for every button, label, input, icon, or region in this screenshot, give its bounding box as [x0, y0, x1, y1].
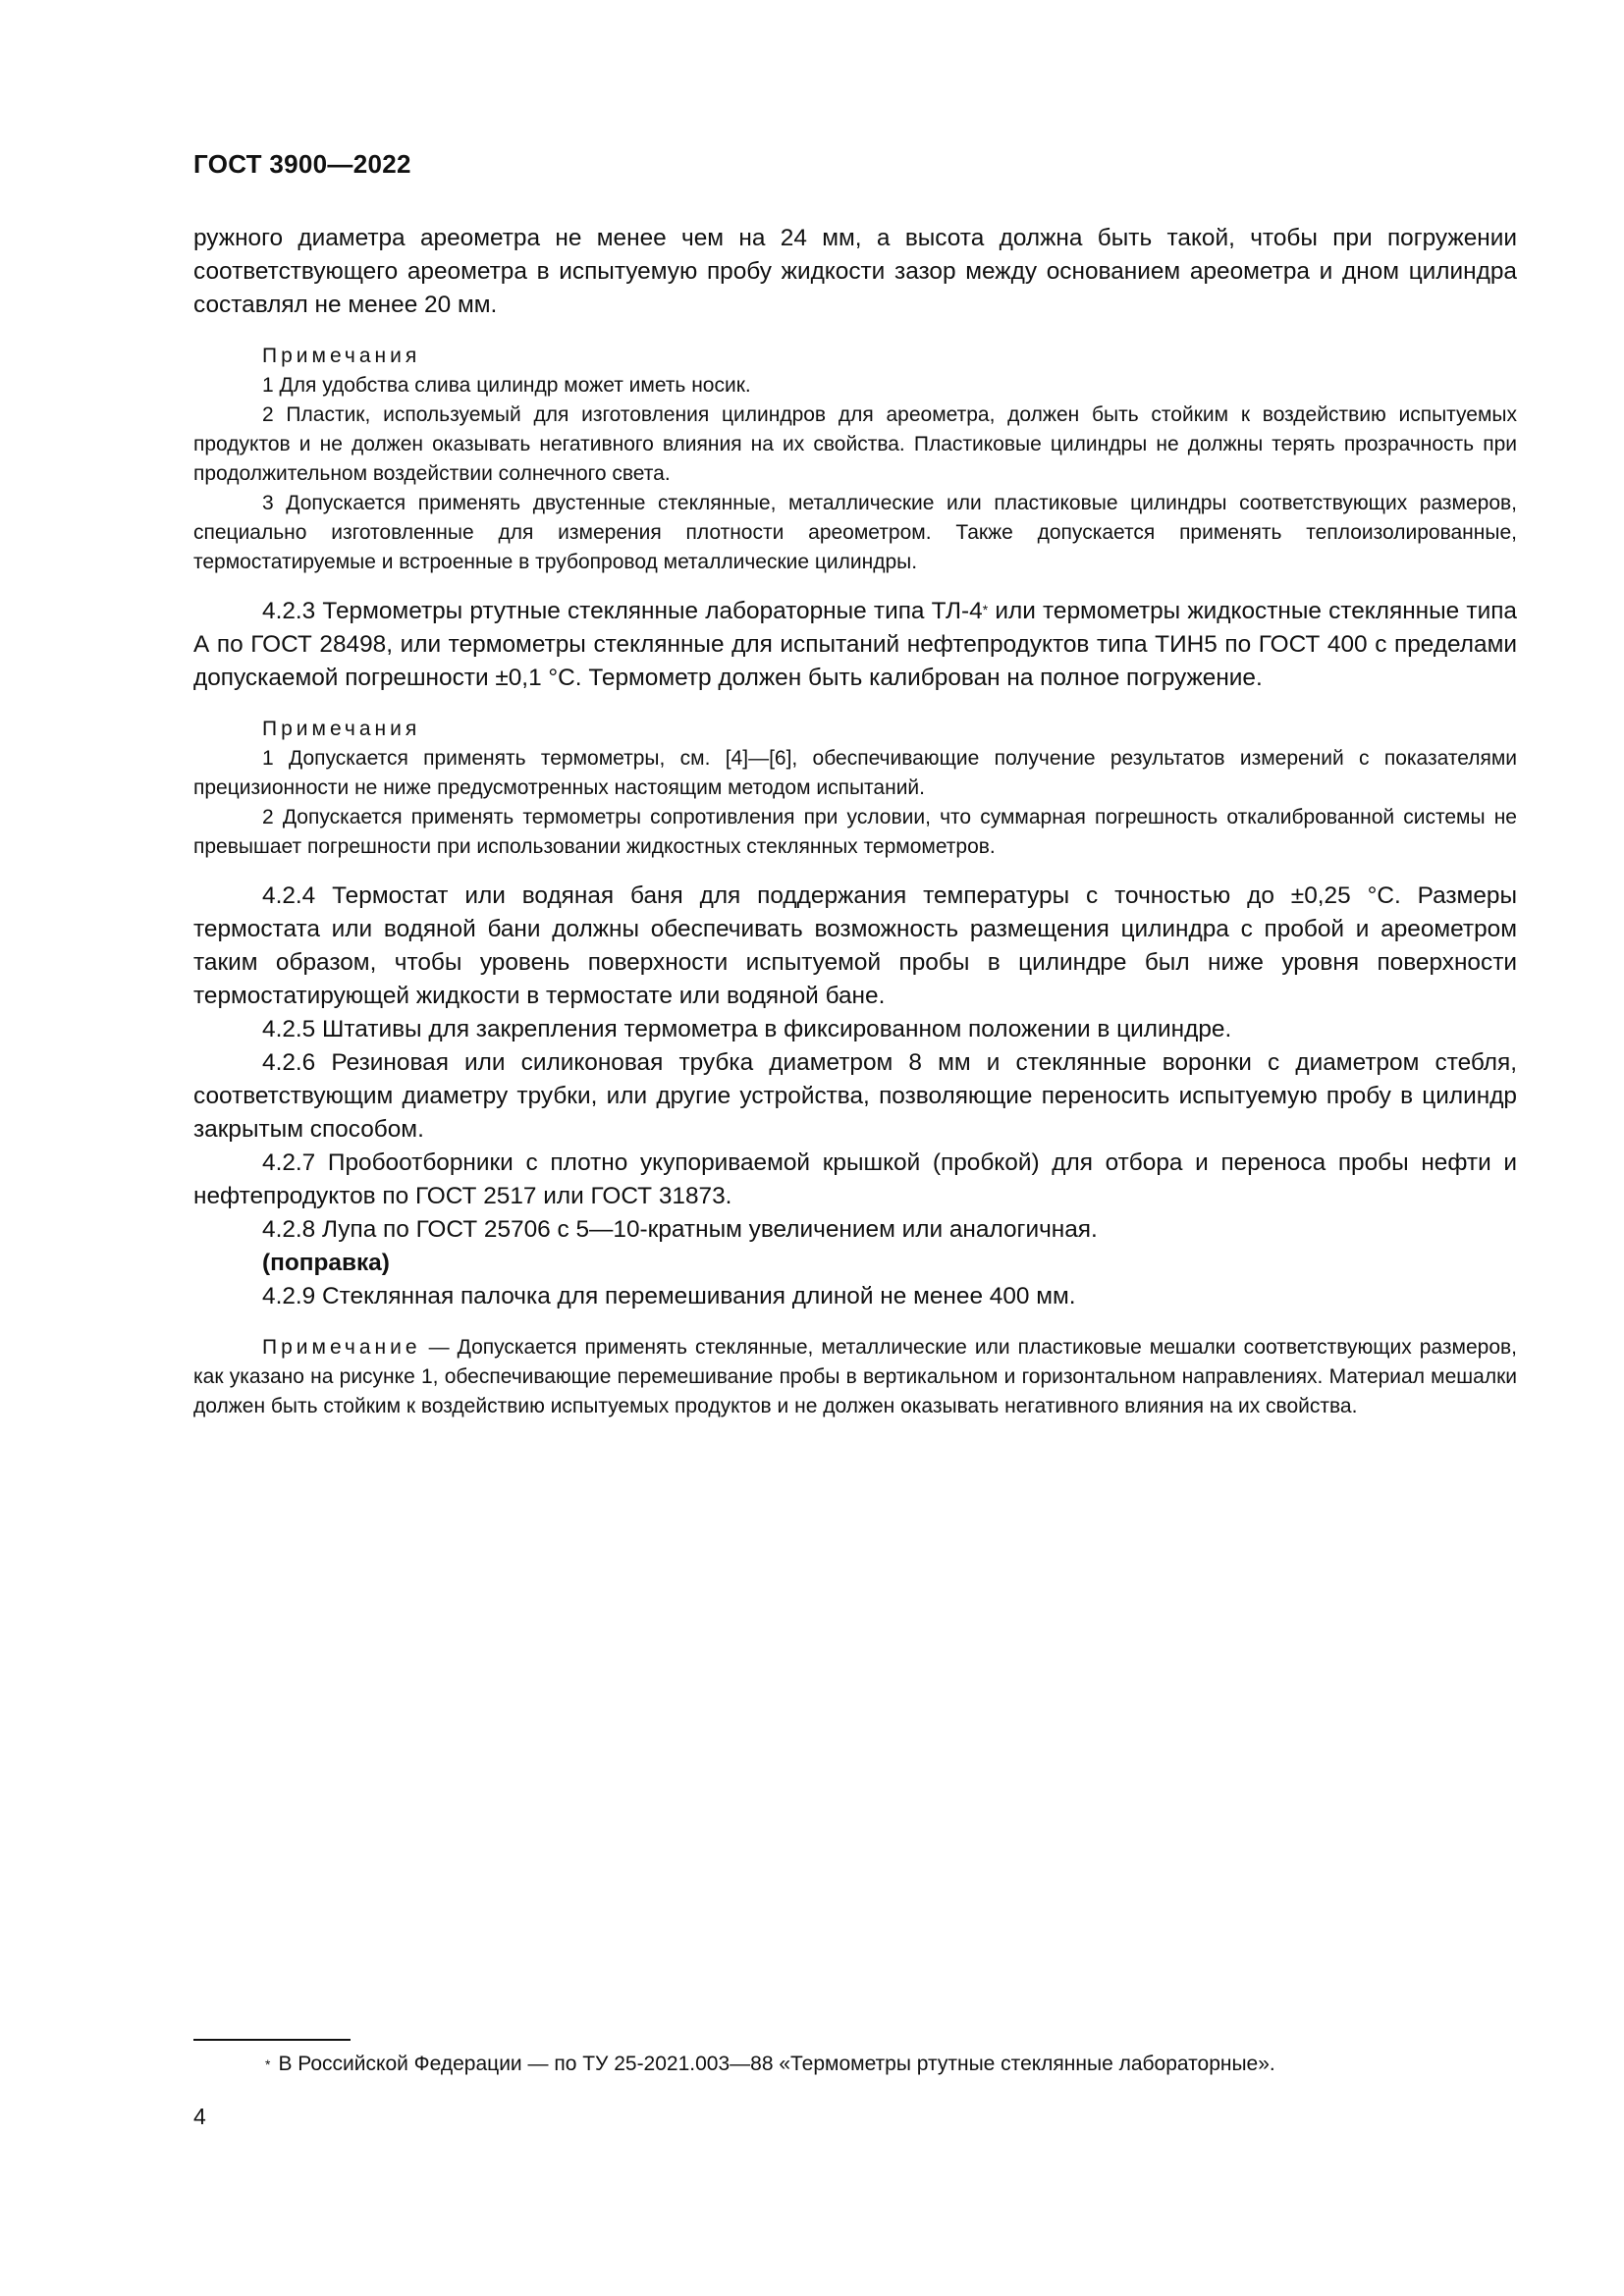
notes-label: Примечания — [262, 718, 421, 740]
note-item: 1 Допускается применять термометры, см. [4]—[6], обеспечивающие получение результатов измерений с показателями прецизионности не ниже предусмотренных настоящим методом испытаний. — [193, 747, 1517, 799]
item-4-2-3-text-start: 4.2.3 Термометры ртутные стеклянные лабораторные типа ТЛ-4 — [262, 598, 983, 624]
footnote-reference[interactable]: * — [982, 602, 989, 617]
correction-label: (поправка) — [262, 1250, 390, 1276]
note-stirrer — [193, 1333, 1517, 1421]
item-4-2-8: 4.2.8 Лупа по ГОСТ 25706 с 5—10-кратным увеличением или аналогичная. — [262, 1216, 1098, 1243]
notes-block-2 — [193, 715, 1517, 862]
item-4-2-9: 4.2.9 Стеклянная палочка для перемешивания длиной не менее 400 мм. — [262, 1283, 1076, 1309]
page-number: 4 — [193, 2104, 206, 2129]
item-4-2-4: 4.2.4 Термостат или водяная баня для поддержания температуры с точностью до ±0,25 °С. Размеры термостата или водяной бани должны обеспечивать возможность размещения цилиндра с пробой и ареометром таким образом, чтобы уровень поверхности испытуемой пробы в цилиндре был ниже уровня поверхности термостатирующей жидкости в термостате или водяной бане. — [193, 882, 1517, 1009]
note-item: 2 Допускается применять термометры сопротивления при условии, что суммарная погрешность откалиброванной системы не превышает погрешности при использовании жидкостных стеклянных термометров. — [193, 806, 1517, 858]
notes-label: Примечания — [262, 345, 421, 367]
footnote — [265, 2050, 1275, 2079]
footnote-divider — [193, 2039, 351, 2041]
item-4-2-5: 4.2.5 Штативы для закрепления термометра в фиксированном положении в цилиндре. — [262, 1016, 1232, 1042]
notes-block-1 — [193, 342, 1517, 577]
page-header: ГОСТ 3900—2022 — [193, 149, 411, 179]
note-item: 1 Для удобства слива цилиндр может иметь носик. — [262, 374, 751, 397]
footnote-text: В Российской Федерации — по ТУ 25-2021.003—88 «Термометры ртутные стеклянные лабораторные». — [278, 2053, 1275, 2075]
note-text: — Допускается применять стеклянные, металлические или пластиковые мешалки соответствующих размеров, как указано на рисунке 1, обеспечивающие перемешивание пробы в вертикальном и горизонтальном направлениях. Материал мешалки должен быть стойким к воздействию испытуемых продуктов и не должен оказывать негативного влияния на их свойства. — [193, 1336, 1517, 1417]
note-item: 3 Допускается применять двустенные стеклянные, металлические или пластиковые цилиндры соответствующих размеров, специально изготовленные для измерения плотности ареометром. Также допускается применять теплоизолированные, термостатируемые и встроенные в трубопровод металлические цилиндры. — [193, 492, 1517, 573]
item-4-2-6: 4.2.6 Резиновая или силиконовая трубка диаметром 8 мм и стеклянные воронки с диаметром стебля, соответствующим диаметру трубки, или другие устройства, позволяющие переносить испытуемую пробу в цилиндр закрытым способом. — [193, 1049, 1517, 1143]
item-4-2-7: 4.2.7 Пробоотборники с плотно укупориваемой крышкой (пробкой) для отбора и переноса пробы нефти и нефтепродуктов по ГОСТ 2517 или ГОСТ 31873. — [193, 1149, 1517, 1209]
footnote-mark: * — [265, 2056, 271, 2072]
main-content — [193, 222, 1517, 1421]
intro-paragraph: ружного диаметра ареометра не менее чем на 24 мм, а высота должна быть такой, чтобы при погружении соответствующего ареометра в испытуемую пробу жидкости зазор между основанием ареометра и дном цилиндра составлял не менее 20 мм. — [193, 225, 1517, 318]
note-item: 2 Пластик, используемый для изготовления цилиндров для ареометра, должен быть стойким к воздействию испытуемых продуктов и не должен оказывать негативного влияния на их свойства. Пластиковые цилиндры не должны терять прозрачность при продолжительном воздействии солнечного света. — [193, 403, 1517, 485]
item-4-2-3-text-end: или термометры жидкостные стеклянные типа А по ГОСТ 28498, или термометры стеклянные для испытаний нефтепродуктов типа ТИН5 по ГОСТ 400 с пределами допускаемой погрешности ±0,1 °С. Термометр должен быть калиброван на полное погружение. — [193, 598, 1517, 691]
note-label: Примечание — [262, 1336, 421, 1359]
item-4-2-3 — [193, 595, 1517, 695]
